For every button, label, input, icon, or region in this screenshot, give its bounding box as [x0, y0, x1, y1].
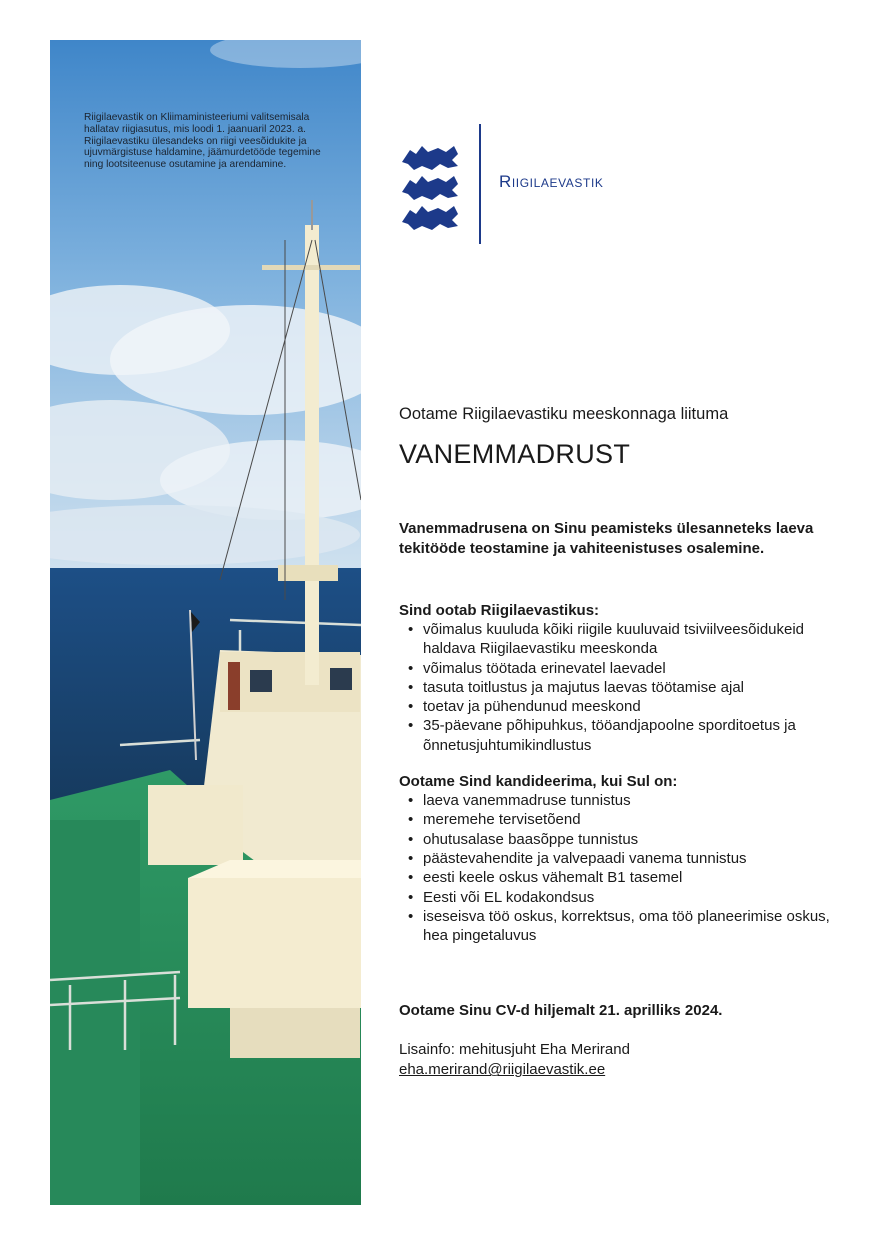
requirements-list — [399, 791, 839, 945]
logo-name: Riigilaevastik — [499, 172, 604, 191]
deadline-text: Ootame Sinu CV-d hiljemalt 21. aprilliks 2024. — [399, 1002, 723, 1020]
list-item: • laeva vanemmadruse tunnistus — [408, 791, 839, 810]
contact-label: Lisainfo: mehitusjuht Eha Merirand — [399, 1041, 630, 1059]
list-item: • iseseisva töö oskus, korrektsus, oma töö planeerimise oskus, hea pingetaluvus — [408, 907, 839, 946]
offer-list — [399, 620, 839, 755]
three-lions-coat-of-arms-icon — [398, 142, 462, 232]
requirements-title: Ootame Sind kandideerima, kui Sul on: — [399, 773, 678, 791]
list-item: • toetav ja pühendunud meeskond — [408, 697, 839, 716]
lead-text: Ootame Riigilaevastiku meeskonnaga liituma — [399, 405, 729, 423]
ship-photo — [50, 40, 361, 1205]
job-summary: Vanemmadrusena on Sinu peamisteks ülesanneteks laeva tekitööde teostamine ja vahiteenistuses osalemine. — [399, 520, 814, 557]
list-item: • meremehe tervisetõend — [408, 810, 839, 829]
list-item: • võimalus töötada erinevatel laevadel — [408, 659, 839, 678]
list-item: • Eesti või EL kodakondsus — [408, 888, 839, 907]
logo-divider — [479, 124, 481, 244]
job-title: VANEMMADRUST — [399, 439, 631, 469]
job-ad-content — [399, 405, 839, 1080]
list-item: • eesti keele oskus vähemalt B1 tasemel — [408, 868, 839, 887]
list-item: • tasuta toitlustus ja majutus laevas töötamise ajal — [408, 678, 839, 697]
intro-text: Riigilaevastik on Kliimaministeeriumi valitsemisala hallatav riigiasutus, mis loodi 1. jaanuaril 2023. a. Riigilaevastiku ülesandeks on riigi veesõidukite ja ujuvmärgistuse haldamine, jäämurdetööde tegemine ning lootsiteenuse osutamine ja arendamine. — [84, 112, 321, 171]
list-item: • päästevahendite ja valvepaadi vanema tunnistus — [408, 849, 839, 868]
contact-email-link[interactable]: eha.merirand@riigilaevastik.ee — [399, 1061, 606, 1079]
list-item: • ohutusalase baasõppe tunnistus — [408, 830, 839, 849]
list-item: • 35-päevane põhipuhkus, tööandjapoolne sporditoetus ja õnnetusjuhtumikindlustus — [408, 716, 839, 755]
list-item: • võimalus kuuluda kõiki riigile kuuluvaid tsiviilveesõidukeid haldava Riigilaevastiku meeskonda — [408, 620, 839, 659]
offer-title: Sind ootab Riigilaevastikus: — [399, 602, 600, 619]
